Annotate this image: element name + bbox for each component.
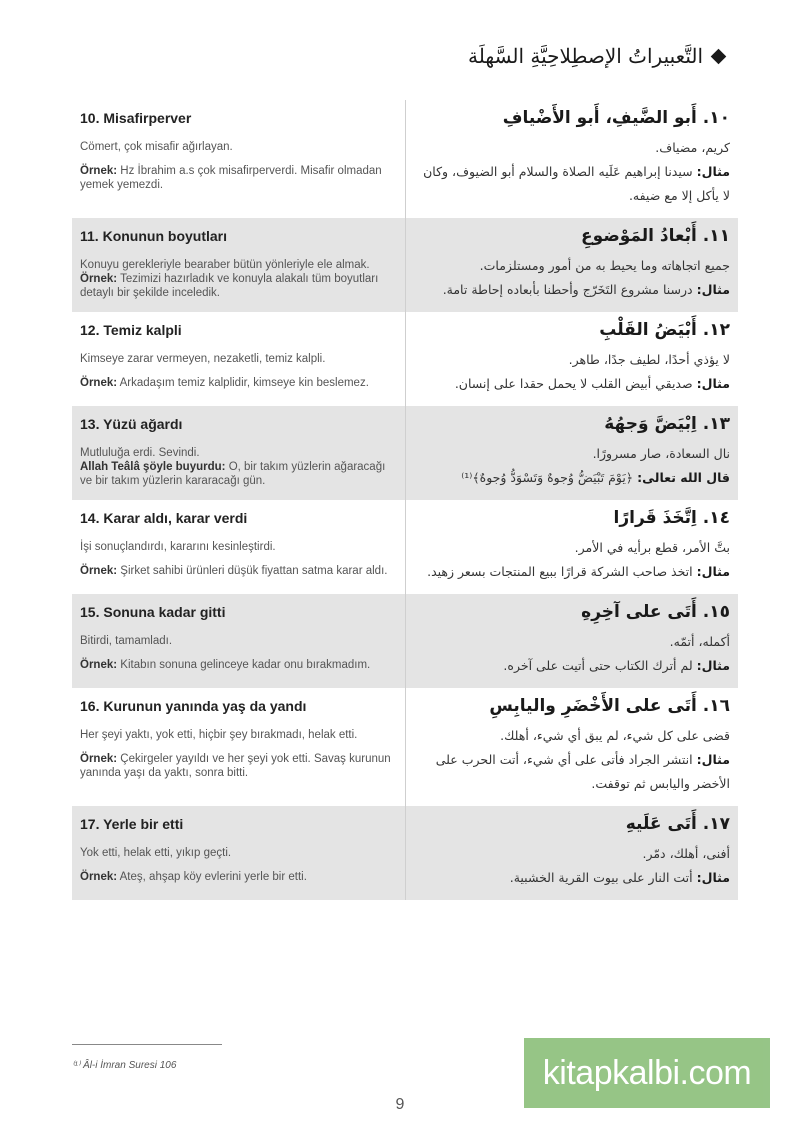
example-text: Şirket sahibi ürünleri düşük fiyattan satma karar aldı. — [120, 565, 388, 577]
turkish-cell — [72, 594, 405, 688]
turkish-meaning: Cömert, çok misafir ağırlayan. — [80, 141, 233, 153]
turkish-meaning: Yok etti, helak etti, yıkıp geçti. — [80, 847, 232, 859]
example-label: Örnek: — [80, 659, 118, 671]
example-text: صديقي أبيض القلب لا يحمل حقدا على إنسان. — [454, 376, 693, 391]
turkish-cell — [72, 100, 405, 218]
example-text: ﴿يَوْمَ تَبْيَضُّ وُجوهٌ وَتَسْوَدُّ وُجوهٌ﴾⁽¹⁾ — [461, 470, 634, 485]
turkish-meaning: İşi sonuçlandırdı, kararını kesinleştirdi. — [80, 541, 276, 553]
arabic-idiom-title: ١٤. اِتَّخَذَ قَرارًا — [613, 508, 730, 528]
example-text: Kitabın sonuna gelinceye kadar onu bırakmadım. — [120, 659, 371, 671]
example-text: Çekirgeler yayıldı ve her şeyi yok etti. Savaş kurunun yanında yaşı da yaktı, sonra bitti. — [80, 753, 391, 779]
arabic-idiom-title: ١٦. أَتَى على الأَخْضَرِ واليابِسِ — [489, 696, 730, 716]
example-label: مثال: — [696, 870, 730, 885]
arabic-meaning: بتَّ الأمر، قطع برأيه في الأمر. — [574, 540, 730, 555]
turkish-cell — [72, 406, 405, 500]
arabic-meaning: جميع اتجاهاته وما يحيط به من أمور ومستلزمات. — [479, 258, 730, 273]
turkish-idiom-title: 13. Yüzü ağardı — [80, 416, 183, 432]
turkish-example — [80, 460, 395, 488]
arabic-cell — [405, 688, 738, 806]
turkish-idiom-title: 11. Konunun boyutları — [80, 228, 228, 244]
arabic-example — [420, 654, 730, 678]
turkish-cell — [72, 500, 405, 594]
arabic-example — [420, 160, 730, 208]
example-text: درسنا مشروع التَخَرّج وأحطنا بأبعاده إحاطة تامة. — [442, 282, 693, 297]
idiom-row — [72, 806, 738, 900]
turkish-meaning: Mutluluğa erdi. Sevindi. — [80, 447, 200, 459]
arabic-example — [420, 372, 730, 396]
example-label: Örnek: — [80, 165, 118, 177]
turkish-cell — [72, 312, 405, 406]
turkish-example — [80, 658, 395, 672]
arabic-example — [420, 866, 730, 890]
arabic-meaning: أفنى، أهلك، دمّر. — [642, 846, 730, 861]
turkish-example — [80, 272, 395, 300]
arabic-example — [420, 278, 730, 302]
arabic-cell — [405, 594, 738, 688]
example-label: Örnek: — [80, 565, 118, 577]
footnote-divider — [72, 1044, 222, 1045]
arabic-meaning: كريم، مضياف. — [655, 140, 730, 155]
idiom-row — [72, 406, 738, 500]
example-label: مثال: — [696, 282, 730, 297]
example-label: Örnek: — [80, 753, 118, 765]
example-label: مثال: — [696, 564, 730, 579]
arabic-cell — [405, 100, 738, 218]
arabic-cell — [405, 406, 738, 500]
turkish-idiom-title: 10. Misafirperver — [80, 110, 192, 126]
arabic-idiom-title: ١٧. أَتَى عَلَيهِ — [625, 814, 730, 834]
example-text: أتت النار على بيوت القرية الخشبية. — [509, 870, 693, 885]
turkish-idiom-title: 15. Sonuna kadar gitti — [80, 604, 226, 620]
arabic-cell — [405, 218, 738, 312]
arabic-cell — [405, 312, 738, 406]
example-label: Örnek: — [80, 377, 118, 389]
diamond-bullet-icon — [711, 48, 727, 64]
arabic-cell — [405, 806, 738, 900]
turkish-idiom-title: 12. Temiz kalpli — [80, 322, 182, 338]
example-label: Allah Teâlâ şöyle buyurdu: — [80, 461, 226, 473]
idiom-table — [72, 100, 738, 900]
arabic-example — [420, 748, 730, 796]
turkish-cell — [72, 688, 405, 806]
arabic-example — [420, 466, 730, 490]
arabic-meaning: لا يؤذي أحدًا، لطيف جدًا، طاهر. — [568, 352, 730, 367]
turkish-example — [80, 870, 395, 884]
example-text: Ateş, ahşap köy evlerini yerle bir etti. — [119, 871, 307, 883]
watermark-text: kitapkalbi.com — [542, 1053, 752, 1092]
turkish-meaning: Konuyu gerekleriyle bearaber bütün yönleriyle ele almak. — [80, 259, 370, 271]
turkish-idiom-title: 14. Karar aldı, karar verdi — [80, 510, 248, 526]
arabic-idiom-title: ١٥. أَتَى على آخِرِهِ — [581, 602, 730, 622]
example-text: Arkadaşım temiz kalplidir, kimseye kin beslemez. — [119, 377, 369, 389]
idiom-row — [72, 312, 738, 406]
arabic-meaning: قضى على كل شيء، لم يبق أي شيء، أهلك. — [500, 728, 730, 743]
example-text: O, bir takım yüzlerin ağaracağı ve bir takım yüzlerin kararacağı gün. — [80, 461, 386, 487]
arabic-idiom-title: ١٢. أَبْيَضُ القَلْبِ — [599, 320, 730, 340]
turkish-example — [80, 564, 395, 578]
turkish-cell — [72, 806, 405, 900]
page-header — [72, 38, 728, 74]
example-text: اتخذ صاحب الشركة قرارًا ببيع المنتجات بسعر زهيد. — [427, 564, 693, 579]
arabic-meaning: نال السعادة، صار مسرورًا. — [592, 446, 730, 461]
turkish-example — [80, 376, 395, 390]
watermark-logo — [524, 1038, 770, 1108]
example-text: سيدنا إبراهيم عَلَيه الصلاة والسلام أبو الضيوف، وكان لا يأكل إلا مع ضيفه. — [423, 164, 730, 203]
example-text: Hz İbrahim a.s çok misafirperverdi. Misafir olmadan yemek yemezdi. — [80, 165, 382, 191]
arabic-cell — [405, 500, 738, 594]
footnote: ⁽¹⁾ Âl-i İmran Suresi 106 — [72, 1060, 177, 1071]
idiom-row — [72, 594, 738, 688]
arabic-idiom-title: ١٣. اِبْيَضَّ وَجهُهُ — [604, 414, 730, 434]
example-label: Örnek: — [80, 871, 118, 883]
example-text: لم أترك الكتاب حتى أتيت على آخره. — [503, 658, 693, 673]
arabic-idiom-title: ١١. أَبْعادُ المَوْضوعِ — [581, 226, 730, 246]
turkish-idiom-title: 17. Yerle bir etti — [80, 816, 184, 832]
example-label: مثال: — [696, 376, 730, 391]
example-label: مثال: — [696, 752, 730, 767]
page-title: التَّعبيراتُ الإصطِلاحِيَّةِ السَّهلَة — [468, 44, 703, 68]
idiom-row — [72, 500, 738, 594]
turkish-meaning: Kimseye zarar vermeyen, nezaketli, temiz kalpli. — [80, 353, 326, 365]
turkish-idiom-title: 16. Kurunun yanında yaş da yandı — [80, 698, 307, 714]
idiom-row — [72, 688, 738, 806]
example-text: انتشر الجراد فأتى على أي شيء، أتت الحرب على الأخضر واليابس ثم توقفت. — [435, 752, 730, 791]
idiom-row — [72, 100, 738, 218]
example-label: Örnek: — [80, 273, 118, 285]
arabic-idiom-title: ١٠. أَبو الضَّيفِ، أَبو الأَضْيافِ — [502, 108, 730, 128]
turkish-cell — [72, 218, 405, 312]
example-label: مثال: — [696, 658, 730, 673]
turkish-meaning: Bitirdi, tamamladı. — [80, 635, 173, 647]
example-label: مثال: — [696, 164, 730, 179]
example-label: قال الله تعالى: — [637, 470, 730, 485]
page-number: 9 — [395, 1096, 405, 1113]
turkish-example — [80, 752, 395, 780]
example-text: Tezimizi hazırladık ve konuyla alakalı tüm boyutları detaylı bir şekilde inceledik. — [80, 273, 379, 299]
arabic-example — [420, 560, 730, 584]
turkish-example — [80, 164, 395, 192]
turkish-meaning: Her şeyi yaktı, yok etti, hiçbir şey bırakmadı, helak etti. — [80, 729, 358, 741]
idiom-row — [72, 218, 738, 312]
arabic-meaning: أكمله، أتمّه. — [669, 634, 730, 649]
